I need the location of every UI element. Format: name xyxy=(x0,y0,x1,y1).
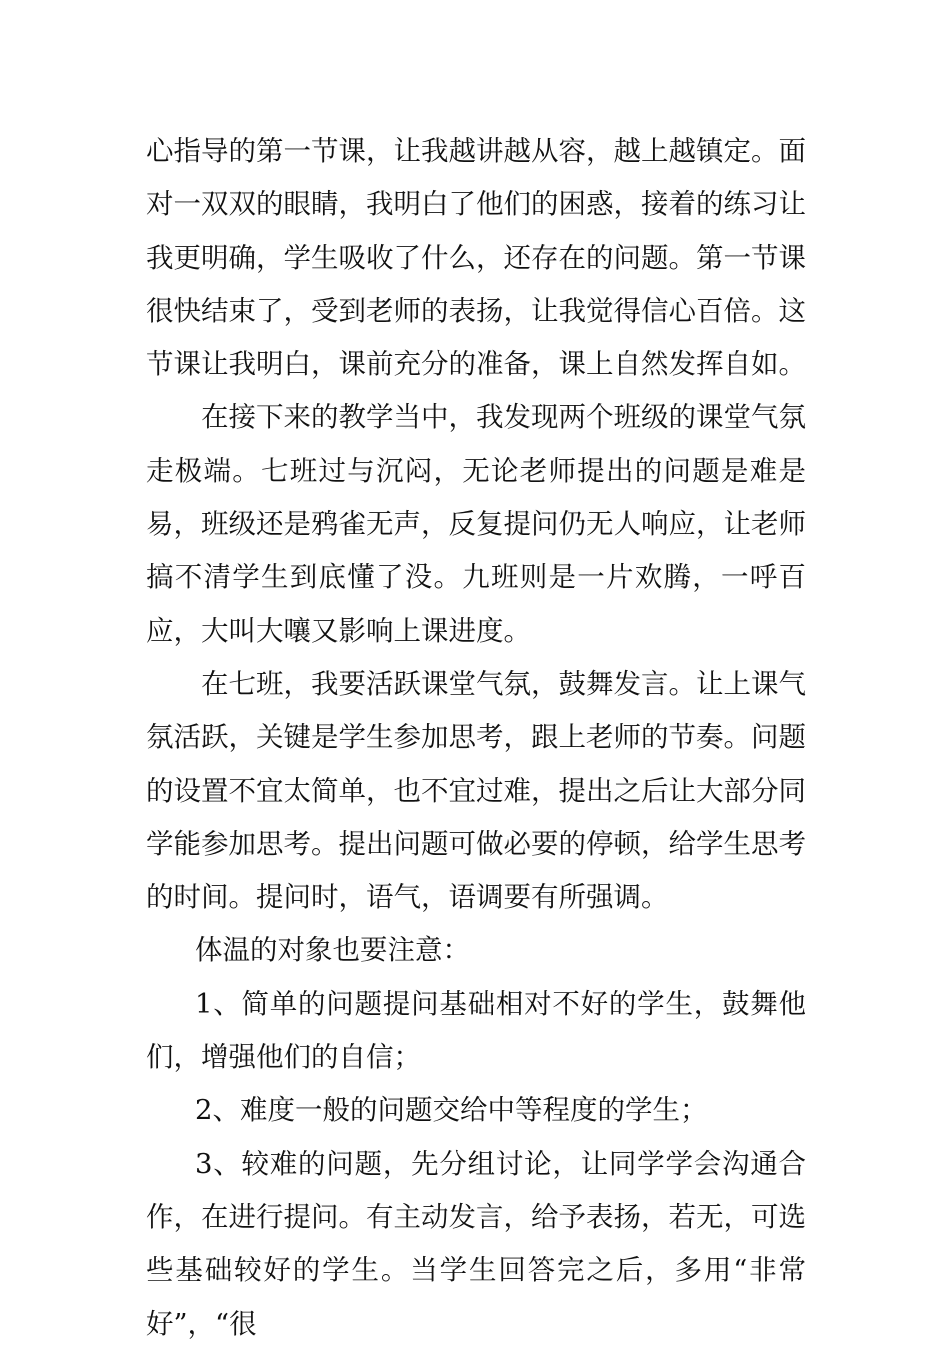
list-item-2: 2、难度一般的问题交给中等程度的学生； xyxy=(195,1094,708,1127)
document-page xyxy=(146,125,806,1351)
paragraph-3: 在七班，我要活跃课堂气氛，鼓舞发言。让上课气氛活跃，关键是学生参加思考，跟上老师的节奏。问题的设置不宜太简单，也不宜过难，提出之后让大部分同学能参加思考。提出问题可做必要的停顿，给学生思考的时间。提问时，语气，语调要有所强调。 xyxy=(146,667,806,914)
list-item-1: 1、简单的问题提问基础相对不好的学生，鼓舞他们，增强他们的自信； xyxy=(146,987,806,1074)
paragraph-4: 体温的对象也要注意： xyxy=(195,934,470,967)
paragraph-1: 心指导的第一节课，让我越讲越从容，越上越镇定。面对一双双的眼睛，我明白了他们的困惑，接着的练习让我更明确，学生吸收了什么，还存在的问题。第一节课很快结束了，受到老师的表扬，让我觉得信心百倍。这节课让我明白，课前充分的准备，课上自然发挥自如。 xyxy=(146,135,806,381)
paragraph-2: 在接下来的教学当中，我发现两个班级的课堂气氛走极端。七班过与沉闷，无论老师提出的问题是难是易，班级还是鸦雀无声，反复提问仍无人响应，让老师搞不清学生到底懂了没。九班则是一片欢腾，一呼百应，大叫大嚷又影响上课进度。 xyxy=(146,401,806,647)
list-item-3: 3、较难的问题，先分组讨论，让同学学会沟通合作，在进行提问。有主动发言，给予表扬，若无，可选些基础较好的学生。当学生回答完之后，多用“非常好”，“很 xyxy=(146,1147,806,1340)
